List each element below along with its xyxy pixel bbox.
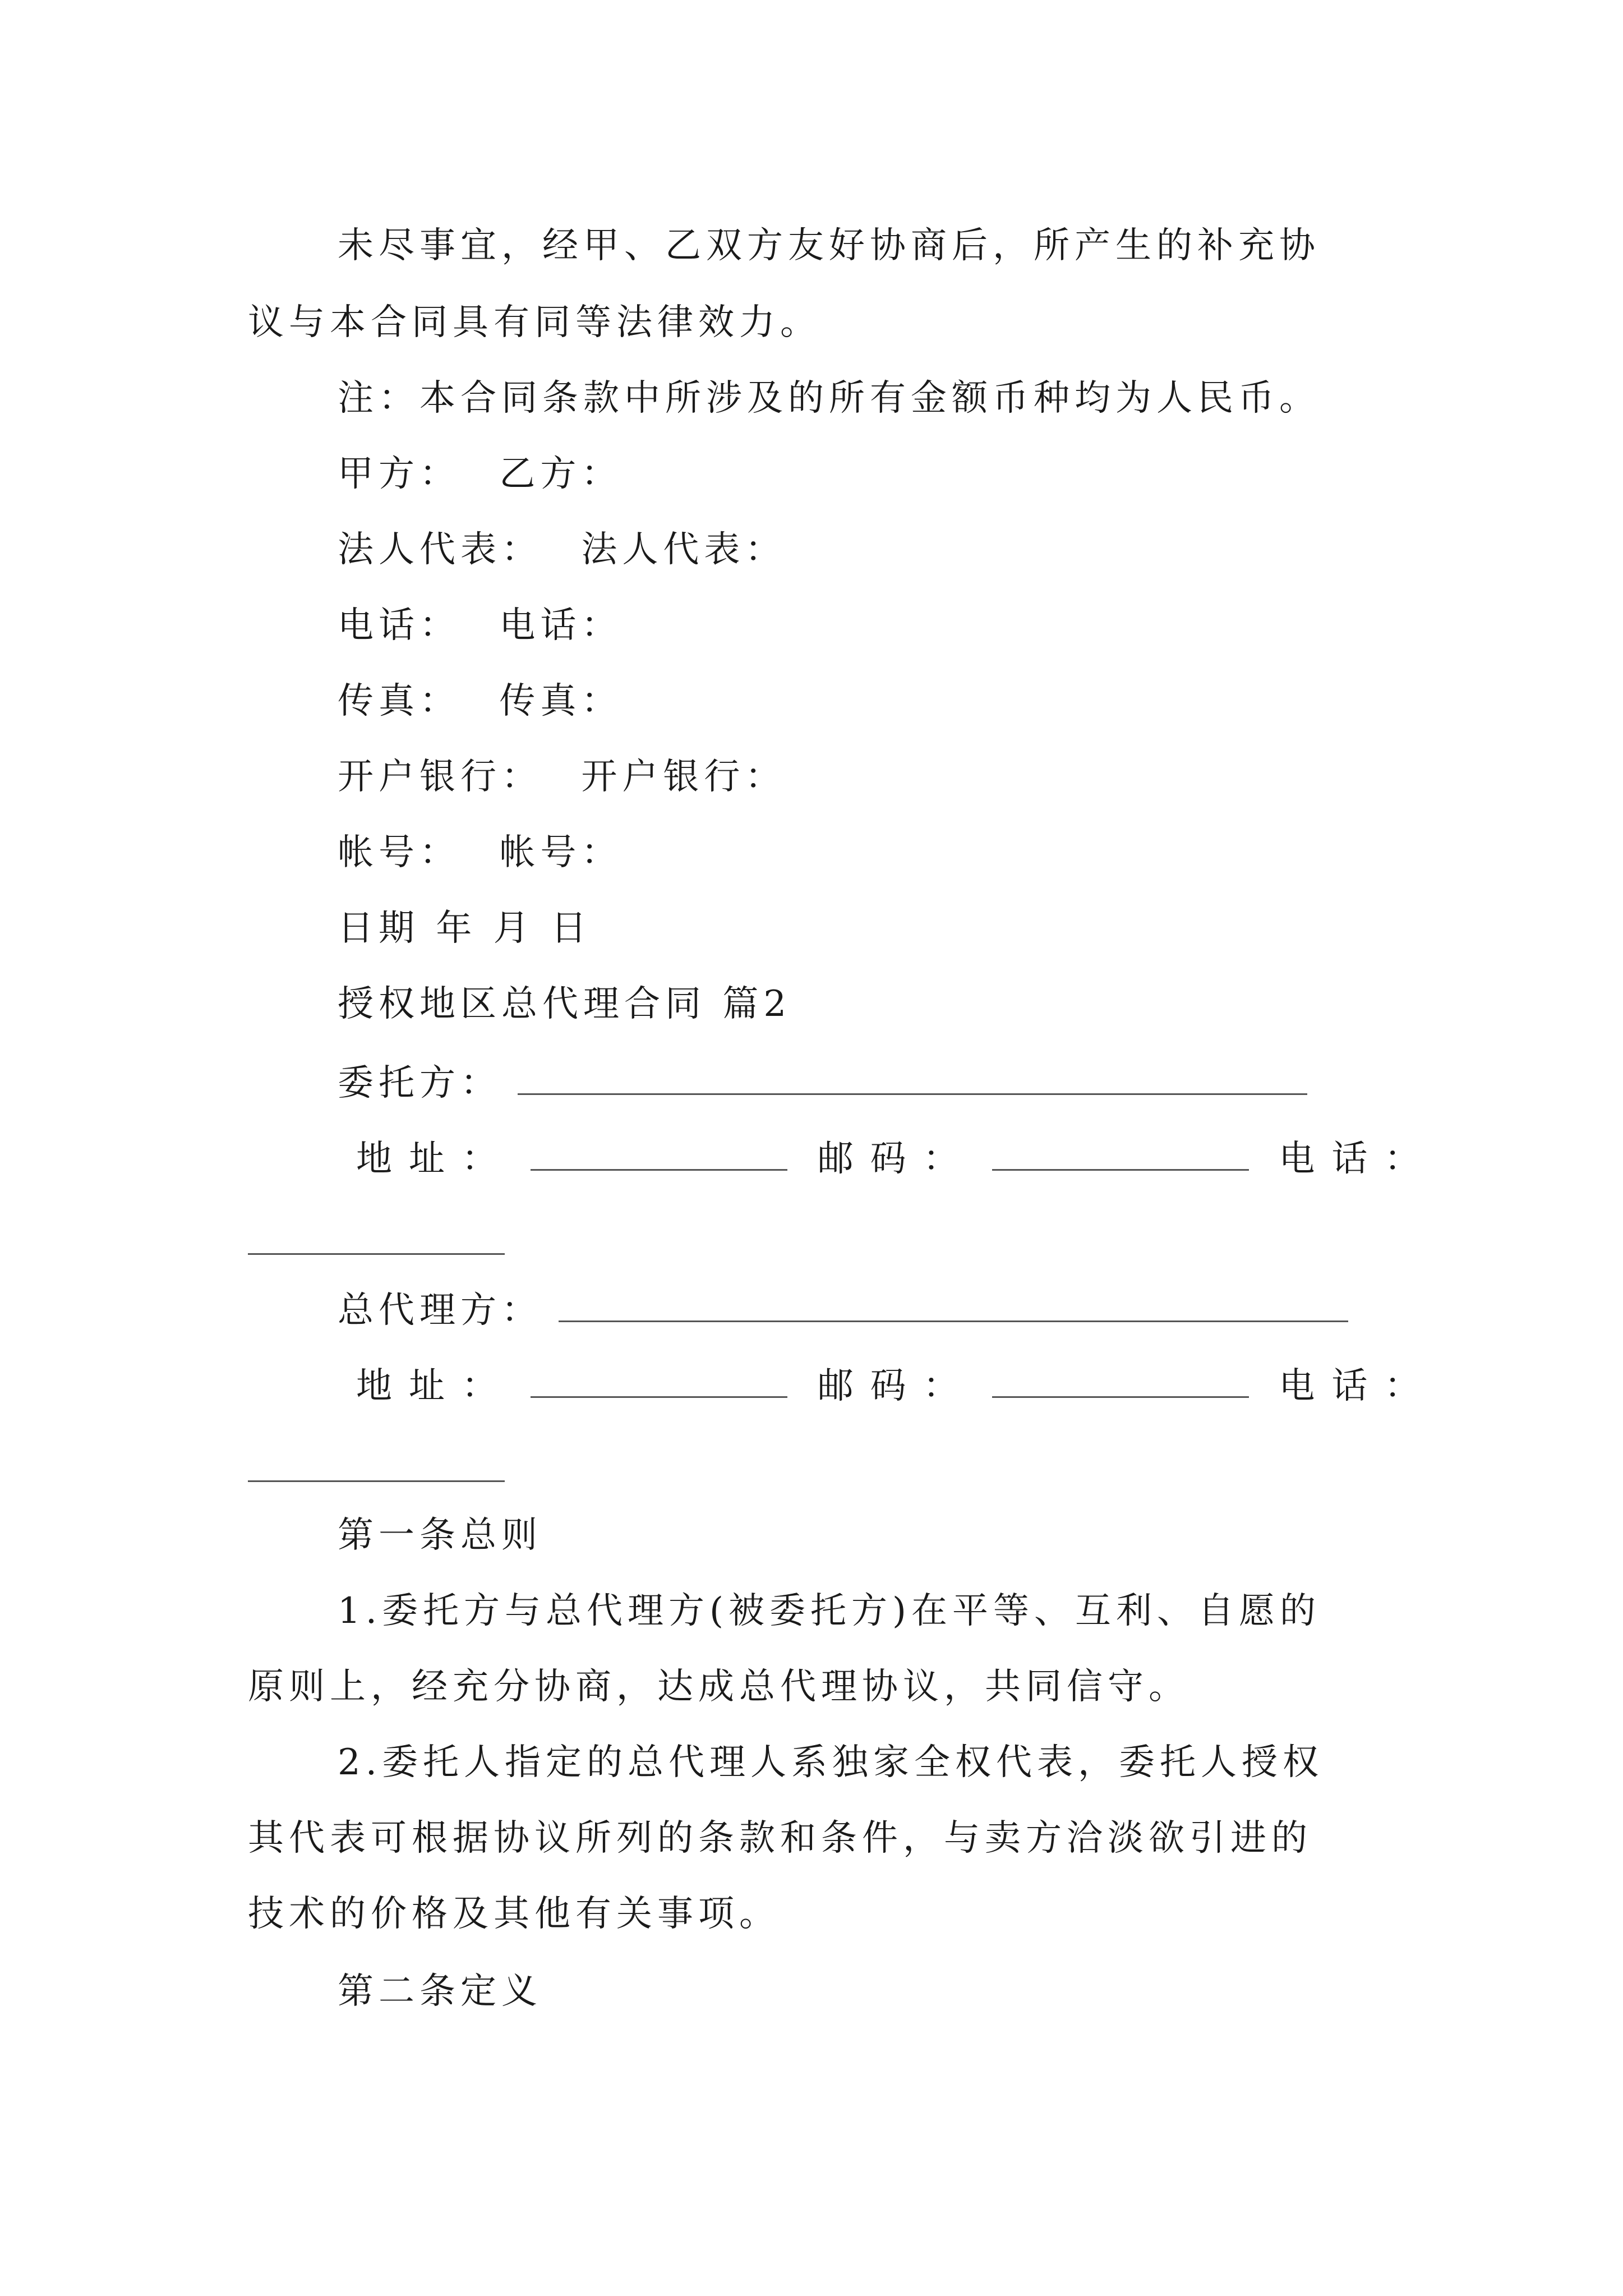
article1-p1-line1: 1.委托方与总代理方(被委托方)在平等、互利、自愿的 [338, 1590, 1321, 1632]
phone-b-label: 电话： [499, 605, 623, 646]
principal-row [338, 1059, 1307, 1106]
legal-rep-a-label: 法人代表： [338, 529, 542, 570]
party-b-label: 乙方： [499, 453, 623, 495]
phone-row [338, 603, 622, 648]
legal-rep-b-label: 法人代表： [581, 529, 786, 570]
currency-note: 注：本合同条款中所涉及的所有金额币种均为人民币。 [338, 378, 1320, 419]
tel-label: 电话： [1279, 1138, 1437, 1180]
article2-title: 第二条定义 [338, 1971, 542, 2012]
principal-blank [518, 1059, 1307, 1095]
agent-tel-blank [248, 1446, 505, 1482]
postcode-blank [992, 1134, 1249, 1171]
address-blank [531, 1134, 787, 1171]
address-label: 地址： [356, 1365, 514, 1407]
bank-a-label: 开户银行： [338, 756, 542, 798]
article1-p2-line2: 其代表可根据协议所列的条款和条件，与卖方洽淡欲引进的 [248, 1818, 1312, 1859]
phone-a-label: 电话： [338, 605, 460, 646]
principal-tel-blank [248, 1218, 505, 1255]
legal-rep-row [338, 527, 786, 572]
agent-blank [559, 1286, 1348, 1322]
bank-b-label: 开户银行： [581, 756, 786, 798]
agent-label: 总代理方： [338, 1290, 542, 1331]
fax-b-label: 传真： [499, 680, 623, 722]
party-row [338, 452, 622, 496]
address-label: 地址： [356, 1138, 514, 1180]
postcode-blank [992, 1361, 1249, 1398]
section-title: 授权地区总代理合同 篇2 [338, 983, 792, 1025]
article1-p2-line3: 技术的价格及其他有关事项。 [248, 1893, 780, 1935]
principal-address-row [356, 1134, 1437, 1181]
date-line: 日期 年 月 日 [338, 908, 592, 949]
article1-p1-line2: 原则上，经充分协商，达成总代理协议，共同信守。 [248, 1666, 1189, 1708]
agent-row [338, 1286, 1348, 1333]
postcode-label: 邮码： [817, 1365, 976, 1407]
tel-label: 电话： [1279, 1365, 1437, 1407]
fax-row [338, 679, 622, 724]
principal-label: 委托方： [338, 1062, 501, 1104]
account-row [338, 830, 622, 875]
account-a-label: 帐号： [338, 832, 460, 873]
article1-title: 第一条总则 [338, 1515, 542, 1556]
agent-address-row [356, 1361, 1437, 1409]
paragraph-supplement-line2: 议与本合同具有同等法律效力。 [248, 302, 821, 343]
postcode-label: 邮码： [817, 1138, 976, 1180]
article1-p2-line1: 2.委托人指定的总代理人系独家全权代表，委托人授权 [338, 1742, 1324, 1783]
account-b-label: 帐号： [499, 832, 623, 873]
bank-row [338, 754, 786, 799]
paragraph-supplement-line1: 未尽事宜，经甲、乙双方友好协商后，所产生的补充协 [338, 225, 1320, 266]
fax-a-label: 传真： [338, 680, 460, 722]
party-a-label: 甲方： [338, 453, 460, 495]
address-blank [531, 1361, 787, 1398]
